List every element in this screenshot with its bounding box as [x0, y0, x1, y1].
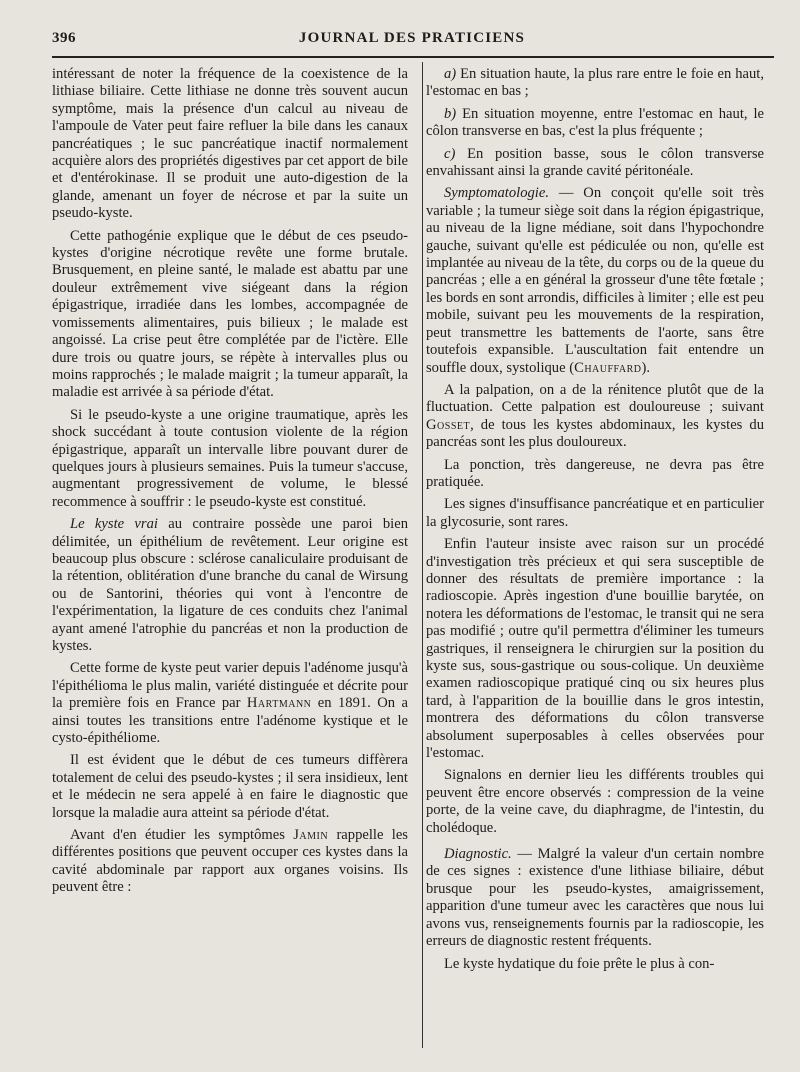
- author-name: Gosset: [426, 416, 471, 433]
- right-column: [426, 66, 764, 978]
- paragraph: Si le pseudo-kyste a une origine traumatique, après les shock succédant à toute contusion violente de la région épigastrique, apparaît un intervalle libre pouvant durer de quelques jours à plusieurs semaines. Puis la tumeur s'accuse, augmentant progressivement de volume, le blessé recommence à souffrir : le pseudo-kyste est constitué.: [52, 406, 408, 510]
- paragraph: [52, 827, 408, 897]
- list-marker: a): [444, 66, 457, 82]
- term: Le kyste vrai: [70, 516, 158, 533]
- paragraph: Signalons en dernier lieu les différents troubles qui peuvent être encore observés : compression de la veine porte, de la veine cave, du diaphragme, de l'intestin, du cholédoque.: [426, 767, 764, 836]
- paragraph-text: Avant d'en étudier les symptômes: [70, 827, 294, 844]
- paragraph-text: , de tous les kystes abdominaux, les kystes du pancréas sont les plus douloureux.: [426, 416, 764, 451]
- paragraph-text: ).: [641, 359, 651, 376]
- author-name: Hartmann: [246, 695, 312, 712]
- section-heading: Symptomatologie.: [444, 185, 549, 202]
- paragraph: Enfin l'auteur insiste avec raison sur un procédé d'investigation très précieux et qui sera susceptible de donner des résultats de première importance : la radioscopie. Après ingestion d'une bouillie barytée, on notera les déformations de l'estomac, le transit qui ne sera pas modifié ; outre qu'il permettra d'éliminer les tumeurs gastriques, il renseignera le chirurgien sur la position du kyste sus, sous-gastrique ou sous-colique. Un deuxième examen radioscopique pratiqué cinq ou six heures plus tard, à l'apparition de la bouillie dans le gros intestin, montrera des déformations du côlon transverse absolument superposables à celles observées pour l'estomac.: [426, 536, 764, 762]
- left-column: [52, 66, 408, 902]
- paragraph: Il est évident que le début de ces tumeurs diffèrera totalement de celui des pseudo-kystes ; il sera insidieux, lent et le médecin ne sera appelé à en faire le diagnostic que lorsque la maladie aura atteint sa période d'état.: [52, 752, 408, 821]
- paragraph-text: au contraire possède une paroi bien délimitée, un épithélium de revêtement. Leur origine est beaucoup plus obscure : sclérose canaliculaire produisant de la rétention, oblitération d'une branche du canal de Wirsung ou de Santorini, théories qui vont à l'encontre de l'expérimentation, la ligature de ces conduits chez l'animal ayant amené l'atrophie du pancréas et non la production de kystes.: [52, 516, 408, 654]
- paragraph-text: Cette forme de kyste peut varier depuis l'adénome jusqu'à l'épithélioma le plus malin, variété distinguée et décrite pour la première fois en France par: [52, 660, 408, 712]
- list-marker: b): [444, 105, 457, 122]
- author-name: Chauffard: [574, 359, 642, 376]
- header-rule: [52, 56, 774, 58]
- paragraph-text: en 1891. On a ainsi toutes les transitions entre l'adénome kystique et le cysto-épithéliome.: [52, 695, 408, 747]
- author-name: Jamin: [293, 827, 329, 844]
- paragraph-text: En situation haute, la plus rare entre le foie en haut, l'estomac en bas ;: [426, 66, 764, 100]
- paragraph: Les signes d'insuffisance pancréatique et en particulier la glycosurie, sont rares.: [426, 496, 764, 530]
- paragraph-text: En position basse, sous le côlon transverse envahissant ainsi la grande cavité péritonéale.: [426, 145, 764, 180]
- page-number: 396: [52, 30, 76, 46]
- paragraph: Le kyste hydatique du foie prête le plus à con-: [444, 955, 715, 972]
- paragraph-text: — On conçoit qu'elle soit très variable ; la tumeur siège soit dans la région épigastrique, au niveau de la ligne médiane, soit dans l'hypochondre gauche, suivant qu'elle est pédiculée ou non, qu'elle est implantée au niveau de la tête, du corps ou de la queue du pancréas ; elle a en général la grosseur d'une tête fœtale ; les bords en sont arrondis, difficiles à limiter ; elle est peu mobile, suivant peu les mouvements de la respiration, peut transmettre les battements de l'aorte, sans être toutefois expansible. L'auscultation fait entendre un souffle doux, systolique (: [426, 185, 764, 376]
- list-item: [426, 106, 764, 141]
- page-header: [52, 30, 772, 52]
- paragraph: [426, 185, 764, 376]
- paragraph: [426, 382, 764, 452]
- list-marker: c): [444, 145, 456, 162]
- paragraph: [52, 516, 408, 655]
- paragraph: intéressant de noter la fréquence de la coexistence de la lithiase biliaire. Cette lithiase ne donne très souvent aucun symptôme, mais la présence d'un calcul au niveau de l'ampoule de Vater peut faire refluer la bile dans les canaux pancréatiques ; le suc pancréatique inactif normalement acquière alors des propriétés digestives par cet apport de bile et d'entérokinase. Il se produit une auto-digestion de la glande, amenant un foyer de nécrose et par la suite un pseudo-kyste.: [52, 66, 408, 222]
- journal-title: JOURNAL DES PRATICIENS: [298, 30, 526, 46]
- list-item: [426, 66, 764, 101]
- paragraph: [426, 846, 764, 950]
- paragraph-text: rappelle les différentes positions que peuvent occuper ces kystes dans la cavité abdominale par rapport aux organes voisins. Ils peuvent être :: [52, 827, 408, 896]
- paragraph-text: — Malgré la valeur d'un certain nombre de ces signes : existence d'une lithiase biliaire, début brusque pour les pseudo-kystes, amaigrissement, apparition d'une tumeur avec les caractères que nous lui avons vus, renseignements fournis par la radioscopie, les erreurs de diagnostic restent fréquents.: [426, 846, 764, 950]
- paragraph: La ponction, très dangereuse, ne devra pas être pratiquée.: [426, 456, 764, 490]
- paragraph: Cette pathogénie explique que le début de ces pseudo-kystes d'origine nécrotique revête une forme brutale. Brusquement, en pleine santé, le malade est abattu par une douleur extrêmement vive siégeant dans la région épigastrique, irradiée dans les lombes, accompagnée de vomissements alimentaires, puis bilieux ; le malade est angoissé. La crise peut être complétée par de l'ictère. Elle dure trois ou quatre jours, se répète à intervalles plus ou moins rapprochés ; le malade maigrit ; la tumeur apparaît, la maladie est arrivée à sa période d'état.: [52, 227, 408, 401]
- paragraph-text: En situation moyenne, entre l'estomac en haut, le côlon transverse en bas, c'est la plus fréquente ;: [426, 105, 764, 140]
- paragraph: [52, 660, 408, 747]
- paragraph-text: A la palpation, on a de la rénitence plutôt que de la fluctuation. Cette palpation est douloureuse ; suivant: [426, 381, 764, 416]
- section-heading: Diagnostic.: [444, 846, 512, 863]
- list-item: [426, 146, 764, 181]
- column-divider: [422, 62, 423, 1048]
